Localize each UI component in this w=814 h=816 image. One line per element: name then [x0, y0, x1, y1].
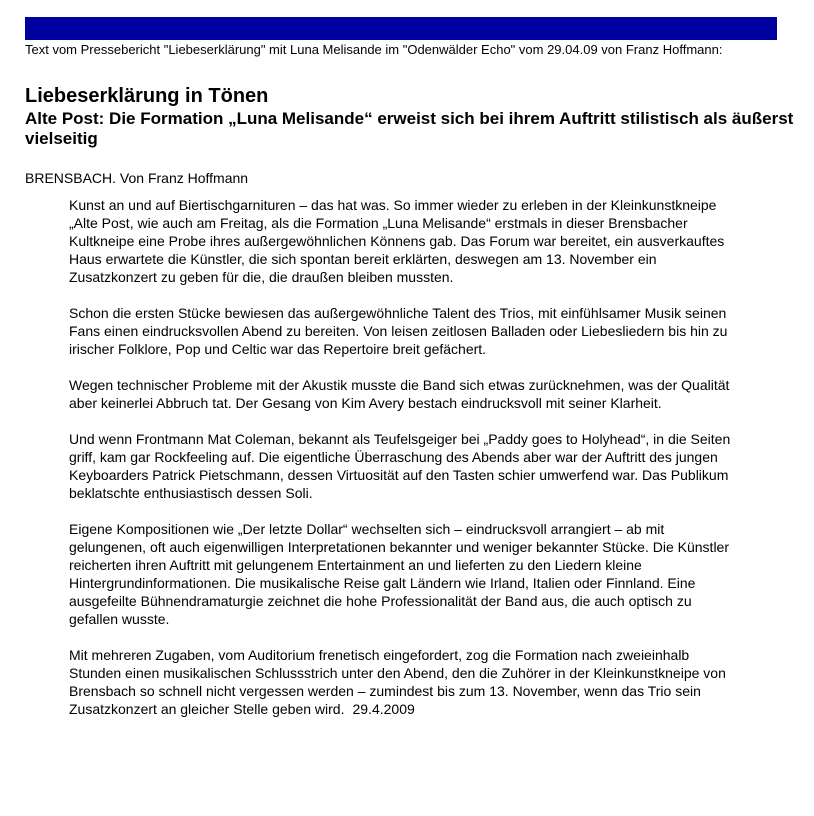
article-paragraph: Eigene Kompositionen wie „Der letzte Dollar“ wechselten sich – eindrucksvoll arrangiert – ab mit gelungenen, oft auch eigenwilligen Interpretationen bekannter und weniger bekannter Stücke. Die Künstler reicherten ihren Auftritt mit gelungenem Entertainment an und lieferten zu den Liedern kleine Hintergrundinformationen. Die musikalische Reise galt Ländern wie Irland, Italien oder Finnland. Eine ausgefeilte Bühnendramaturgie zeichnet die hohe Professionalität der Band aus, die auch optisch zu gefallen wusste.	[69, 521, 729, 627]
article-subheadline: Alte Post: Die Formation „Luna Melisande“ erweist sich bei ihrem Auftritt stilistisch als äußerst vielseitig	[25, 109, 794, 148]
article-last-paragraph	[69, 646, 741, 718]
article-paragraph: Schon die ersten Stücke bewiesen das außergewöhnliche Talent des Trios, mit einfühlsamer Musik seinen Fans einen eindrucksvollen Abend zu bereiten. Von leisen zeitlosen Balladen oder Liebesliedern bis hin zu irischer Folklore, Pop und Celtic war das Repertoire breit gefächert.	[69, 305, 728, 357]
article-paragraph: Und wenn Frontmann Mat Coleman, bekannt als Teufelsgeiger bei „Paddy goes to Holyhead“, in die Seiten griff, kam gar Rockfeeling auf. Die eigentliche Überraschung des Abends aber war der Auftritt des jungen Keyboarders Patrick Pietschmann, dessen Virtuosität auf den Tasten schier umwerfend war. Das Publikum beklatschte enthusiastisch dessen Soli.	[69, 431, 731, 501]
article-body	[69, 196, 741, 736]
article-dateline: BRENSBACH. Von Franz Hoffmann	[25, 170, 249, 186]
article-headline: Liebeserklärung in Tönen	[25, 85, 269, 107]
article-paragraph: Wegen technischer Probleme mit der Akustik musste die Band sich etwas zurücknehmen, was der Qualität aber keinerlei Abbruch tat. Der Gesang von Kim Avery bestach eindrucksvoll mit seiner Klarheit.	[69, 377, 730, 411]
article-paragraph: Kunst an und auf Biertischgarnituren – das hat was. So immer wieder zu erleben in der Kleinkunstkneipe „Alte Post, wie auch am Freitag, als die Formation „Luna Melisande“ erstmals in dieser Brensbacher Kultkneipe eine Probe ihres außergewöhnlichen Könnens gab. Das Forum war bereitet, ein ausverkauftes Haus erwartete die Künstler, die sich spontan bereit erklärten, deswegen am 13. November ein Zusatzkonzert zu geben für die, die draußen bleiben mussten.	[69, 197, 725, 285]
header-bar	[25, 17, 777, 40]
article-closing-date: 29.4.2009	[352, 701, 415, 717]
article-paragraph-text: Mit mehreren Zugaben, vom Auditorium frenetisch eingefordert, zog die Formation nach zweieinhalb Stunden einen musikalischen Schlussstrich unter den Abend, den die Zuhörer in der Kleinkunstkneipe von Brensbach so schnell nicht vergessen werden – zumindest bis zum 13. November, wenn das Trio sein Zusatzkonzert an gleicher Stelle geben wird.	[69, 647, 726, 717]
intro-text: Text vom Pressebericht "Liebeserklärung" mit Luna Melisande im "Odenwälder Echo" vom 29.04.09 von Franz Hoffmann:	[25, 42, 723, 57]
